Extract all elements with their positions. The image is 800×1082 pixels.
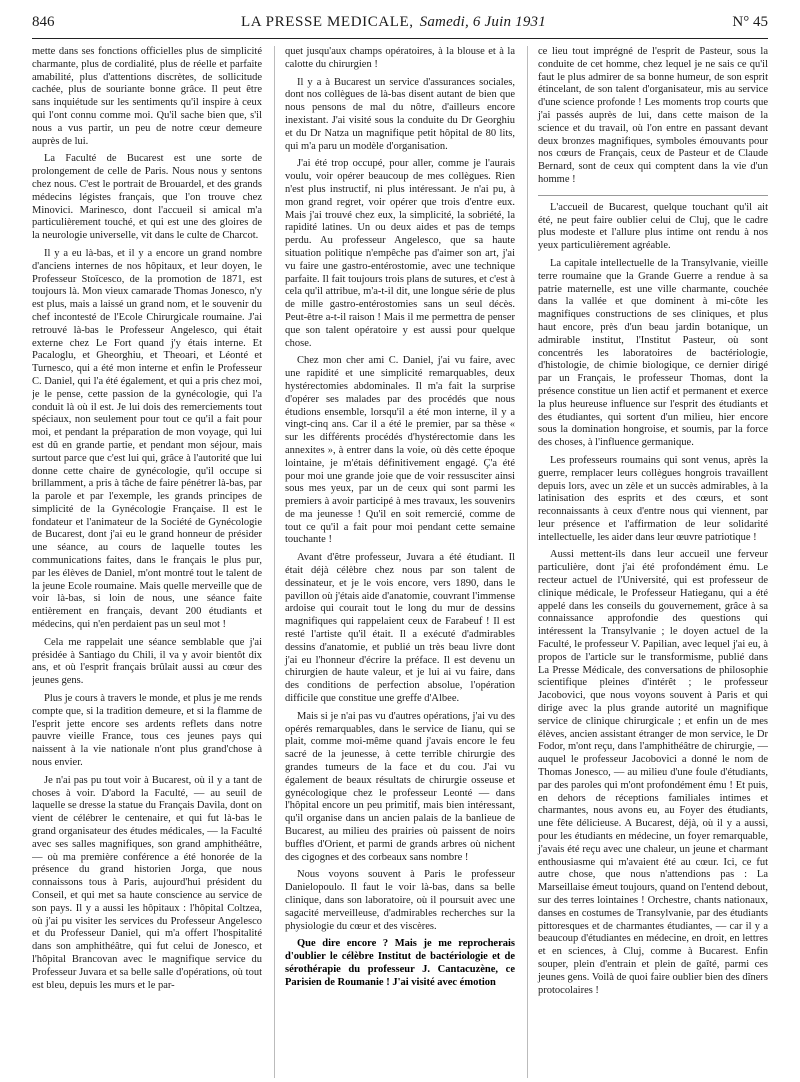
journal-title: LA PRESSE MEDICALE, xyxy=(240,14,414,30)
paragraph: La Faculté de Bucarest est une sorte de prolongement de celle de Paris. Nous nous y sentons chez nous. C'est le portrait de Brouardel, et des grands médecins légistes français, que l'on trouve chez Minovici. Marinesco, dont l'accueil si amical m'a particulièrement touché, et qui est une des gloires de la neurologie universelle, vit dans le culte de Charcot. xyxy=(32,153,262,242)
paragraph: Je n'ai pas pu tout voir à Bucarest, où il y a tant de choses à voir. D'abord la Faculté, — au seuil de laquelle se dresse la statue du Français Davila, dont on vient de célébrer le centenaire, et qui fut là-bas le grand organisateur des études médicales, — la Faculté avec ses salles magnifiques, son grand amphithéâtre, — où ma première conférence a été honorée de la présence du grand historien Jorga, que nous connaissons tous à Paris, aujourd'hui président du Conseil, et qui met sa haute conscience au service de son pays. Il y a aussi les hôpitaux : l'hôpital Coltzea, où j'ai pu visiter les services du Professeur Angelesco et du Professeur Daniel, qui m'a offert l'hospitalité dans son amphithéâtre, qui fut celui de Jonesco, et l'hôpital Brancovan avec le magnifique service du Professeur Juvara et sa belle salle d'opérations, où tout est bleu, depuis les murs et le par- xyxy=(32,774,262,991)
paragraph: Il y a eu là-bas, et il y a encore un grand nombre d'anciens internes de nos hôpitaux, et leur doyen, le Professeur Stoïcesco, de la promotion de 1871, est toujours là. Mon vieux camarade Thomas Jonesco, n'y est plus, mais a laissé un grand nom, et le souvenir du chef incontesté de l'Ecole Chirurgicale roumaine. J'ai retrouvé là-bas le Professeur Angelesco, qui était externe chez Le Fort quand j'y étais interne. Et Pacaloglu, et Gheorghiu, et Theoari, et Léonté et Turnesco, qui a été mon interne et enfin le Professeur C. Daniel, qui l'a été également, et qui a pris chez moi, je le pense, cette passion de la gynécologie, qui l'a conduit là où il est. Je lui dois des remerciements tout spéciaux, non seulement pour tout ce qu'il a fait pour moi, et pendant la préparation de mon voyage, qui lui est dû en grande partie, et pendant mon séjour, mais surtout parce que c'est lui qui, grâce à l'autorité que lui donne cette chaire de gynécologie, qu'il occupe si brillamment, a pris à tâche de faire pénétrer là-bas, par la parole et par l'exemple, les grands principes de simplicité de la Gynécologie Française. Il est le fondateur et l'animateur de la Société de Gynécologie de Bucarest, dont j'ai eu le grand honneur de présider une séance, au cours de laquelle toutes les communications faites, dans le français le plus pur, par les élèves de Daniel, m'ont montré tout le talent de la jeune Ecole roumaine. Mais quelle merveille que de voir là-bas, si loin de nous, une séance faite entièrement en français, devant 200 étudiants et médecins, qui n'en perdaient pas un seul mot ! xyxy=(32,247,262,631)
column-2 xyxy=(274,46,515,1078)
paragraph: J'ai été trop occupé, pour aller, comme je l'aurais voulu, voir opérer beaucoup de mes collègues. Rien n'est plus instructif, ni plus intéressant. Je n'ai pu, à mon grand regret, voir opérer que trois d'entre eux. Mais j'ai trouvé chez eux, la simplicité, la sobriété, la rapidité latines. Un ou deux aides et pas de temps perdu. Au professeur Angelesco, que sa haute situation politique n'empêche pas d'aimer son art, j'ai vu faire une gastro-entérostomie, avec une technique parfaite. Il fait toujours trois plans de sutures, et c'est à cela qu'il attribue, m'a-t-il dit, une longue série de plus de mille gastro-entérostomies sans un seul décès. Peut-être a-t-il raison ! Mais il me permettra de penser que son talent opératoire y est aussi pour quelque chose. xyxy=(285,158,515,349)
paragraph: Mais si je n'ai pas vu d'autres opérations, j'ai vu des opérés remarquables, dans le service de Iianu, qui se plait, comme moi-même quand j'avais encore le feu sacré de la jeunesse, à cette terrible chirurgie des grandes tumeurs de la face et du cou. J'ai vu également de beaux résultats de chirurgie osseuse et gynécologique chez le professeur Leonté — dans l'hôpital encore un peu primitif, mais bien intéressant, qu'il organise dans un ancien palais de la banlieue de Bucarest, au milieu des prairies où paissent de noirs buffles d'Orient, et parmi de grands arbres où nichent des cigognes et des corbeaux sans nombre ! xyxy=(285,710,515,863)
issue-number: N° 45 xyxy=(732,14,768,30)
article-columns xyxy=(32,46,768,1078)
paragraph: Les professeurs roumains qui sont venus, après la guerre, remplacer leurs collègues hongrois travaillent depuis lors, avec un zèle et un succès admirables, à la latinisation des esprits et des cœurs, et sont reconnaissants à ceux d'entre nous qui viennent, par leur présence et l'affirmation de leur solidarité intellectuelle, les aider dans leur œuvre patriotique ! xyxy=(538,454,768,543)
paragraph: quet jusqu'aux champs opératoires, à la blouse et à la calotte du chirurgien ! xyxy=(285,46,515,70)
paragraph: Il y a à Bucarest un service d'assurances sociales, dont nos collègues de là-bas disent autant de bien que nous pensons de mal du nôtre, d'ailleurs encore inexistant. J'ai visité sous la conduite du Dr Georghiu et du Dr Natza un magnifique petit hôpital de 80 lits, qui m'a paru un modèle d'organisation. xyxy=(285,76,515,152)
paragraph: Chez mon cher ami C. Daniel, j'ai vu faire, avec une rapidité et une simplicité remarquables, deux hystérectomies abdominales. Il m'a fait la surprise d'opérer ses malades par des procédés que nous étudions ensemble, lorsqu'il a été mon interne, il y a vingt-cinq ans. Car il a été le premier, par sa thèse « sur les différents procédés d'hystérectomie dans les annexites », à entrer dans la voie, où dès cette époque lointaine, je m'étais définitivement engagé. Ç'a été pour moi une grande joie que de voir ressusciter ainsi sous mes yeux, par un de ceux qui sont parmi les premiers à avoir participé à mes travaux, les souvenirs de ma jeunesse ! Qu'il en soit remercié, comme de tout ce qu'il a fait pour moi pendant cette semaine touchante ! xyxy=(285,355,515,546)
page-header xyxy=(32,14,768,36)
section-divider xyxy=(538,195,768,196)
running-title xyxy=(241,14,546,31)
paragraph: mette dans ses fonctions officielles plus de simplicité charmante, plus de cordialité, plus de réelle et parfaite amabilité, plus d'attentions discrètes, de sollicitude cachée, plus de souriante bonne grâce. Il peut être sans inquiétude sur les sentiments qu'il inspire à ceux qui l'ont connu comme moi. Qu'il sache bien que, s'il nous a vus partir, un peu de notre cœur demeure auprès de lui. xyxy=(32,46,262,147)
paragraph: La capitale intellectuelle de la Transylvanie, vieille terre roumaine que la Grande Guerre a rendue à sa patrie maternelle, est une ville charmante, couchée dans la vallée et que dominent à mi-côte les magnifiques constructions de ses cliniques, et plus haut encore, près d'un beau jardin botanique, un admirable institut, l'Institut Pasteur, où sont concentrés les laboratoires de bactériologie, d'histologie, de chimie biologique, ce dernier dirigé par un Français, le professeur Thomas, dont la présence constitue un lien actif et permanent et exerce la plus heureuse influence sur l'esprit des étudiants et des étudiantes, qui sortent d'un milieu, hier encore sous la domination hongroise, et soumis, par la force des choses, à l'influence germanique. xyxy=(538,257,768,449)
paragraph: Plus je cours à travers le monde, et plus je me rends compte que, si la tradition demeure, et si la flamme de l'esprit jette encore ses ardents reflets dans notre pauvre vieille France, tous ces jeunes pays qui naissent à la vie nationale n'ont plus grand'chose à nous envier. xyxy=(32,693,262,769)
paragraph: L'accueil de Bucarest, quelque touchant qu'il ait été, ne peut faire oublier celui de Cluj, que le cadre plus modeste et l'allure plus intime ont rendu à nos yeux particulièrement agréable. xyxy=(538,201,768,252)
paragraph: Cela me rappelait une séance semblable que j'ai présidée à Santiago du Chili, il va y avoir bientôt dix ans, et où l'esprit français brûlait aussi au cœur des jeunes gens. xyxy=(32,636,262,687)
paragraph: ce lieu tout imprégné de l'esprit de Pasteur, sous la conduite de cet homme, chez lequel je ne sais ce qu'il faut le plus admirer de sa bonne humeur, de son esprit étincelant, de son talent d'organisateur, mis au service d'une science profonde ! Les moments trop courts que j'ai passés auprès de lui, dans cette maison de la science et du travail, où l'on entre en passant devant deux bronzes magnifiques, symboles émouvants pour nos cœurs de Français, ceux de Pasteur et de Claude Bernard, sont de ceux qui comptent dans la vie d'un homme ! xyxy=(538,46,768,185)
paragraph: Nous voyons souvent à Paris le professeur Danielopoulo. Il faut le voir là-bas, dans sa belle clinique, dans son laboratoire, où il poursuit avec une sagacité merveilleuse, d'admirables recherches sur la physiologie du cœur et des viscères. xyxy=(285,869,515,932)
paragraph: Avant d'être professeur, Juvara a été étudiant. Il était déjà célèbre chez nous par son talent de dessinateur, et je le vois encore, vers 1890, dans le pavillon où j'étais aide d'anatomie, couvrant l'immense ardoise qui courait tout le long du mur de dessins magnifiques qui rappelaient ceux de Farabeuf ! Il est resté l'artiste qu'il était. Il a exécuté d'admirables dessins d'anatomie, et publié un très beau livre dont j'ai eu l'honneur d'écrire la préface. Il est devenu un chirurgien de haute valeur, et je lui ai vu faire, dans des conditions de perfection absolue, l'opération difficile que constitue une greffe d'Albee. xyxy=(285,552,515,705)
column-1 xyxy=(32,46,262,1078)
page-number: 846 xyxy=(32,14,55,30)
header-rule xyxy=(32,38,768,39)
paragraph: Que dire encore ? Mais je me reprocherais d'oublier le célèbre Institut de bactériologie et de sérothérapie du professeur J. Cantacuzène, ce Parisien de Roumanie ! J'ai visité avec émotion xyxy=(285,938,515,988)
issue-date: Samedi, 6 Juin 1931 xyxy=(419,14,546,30)
paragraph: Aussi mettent-ils dans leur accueil une ferveur particulière, dont j'ai été profondément ému. Le recteur actuel de l'Université, qui est professeur de clinique médicale, le Professeur Hatieganu, qui a été appelé dans les conseils du gouvernement, grâce à sa connaissance approfondie des questions qui intéressent la Transylvanie ; le doyen actuel de la Faculté, le professeur V. Papilian, avec lequel j'ai eu, à propos de l'article sur le transformisme, publié dans La Presse Médicale, des conversations de philosophie scientifique pleines d'intérêt ; le professeur Jacobovici, que nous voyons souvent à Paris et qui dirige avec la plus grande autorité un magnifique service de clinique chirurgicale ; et enfin un de mes élèves, ancien assistant étranger de mon service, le Dr Fodor, m'ont reçu, dans l'amphithéâtre de chirurgie, — auquel le professeur Jacobovici a donné le nom de Thomas Jonesco, — au milieu d'une foule d'étudiants, par des paroles qui m'ont profondément ému ! Et puis, en dehors de réceptions familiales intimes et charmantes, nous avons eu, au Foyer des étudiants, une fête délicieuse. A Bucarest, déjà, où il y a aussi, pour les étudiants en médecine, un foyer remarquable, j'avais été reçu avec une chaleur, un jeune et charmant enthousiasme qui m'avaient été au cœur. Ici, ce fut autre chose, que nous n'attendions pas : La Marseillaise émeut toujours, quand on l'entend debout, sur des terres lointaines ! Orchestre, chants nationaux, danses en costumes de Transylvanie, par des étudiants pittoresques et de charmantes étudiantes, — car il y a beaucoup d'étudiantes en médecine, en droit, en lettres et en sciences, à Cluj, comme à Bucarest. Enfin souper, plein d'entrain et plein de gaîté, parmi ces jeunes gens. Voilà de quoi faire oublier bien des dîners protocolaires ! xyxy=(538,549,768,996)
column-3 xyxy=(527,46,768,1078)
